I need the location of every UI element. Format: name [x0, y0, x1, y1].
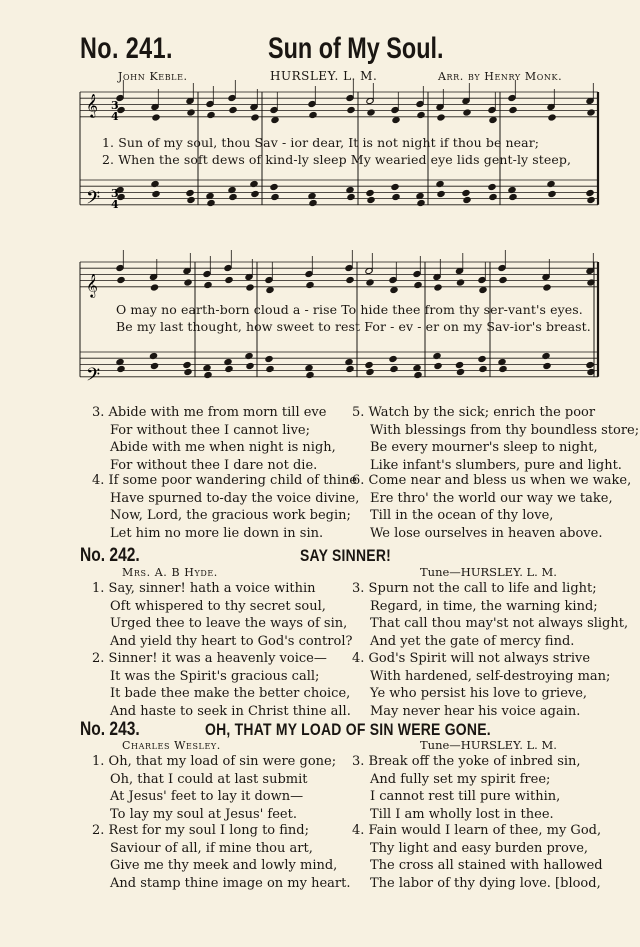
stanza-line: Let him no more lie down in sin.: [110, 525, 324, 541]
stanza-line: And stamp thine image on my heart.: [110, 875, 351, 891]
note-head: [224, 264, 232, 271]
note-head: [463, 196, 471, 203]
note-head: [305, 270, 313, 277]
treble-clef-icon: 𝄞: [86, 93, 98, 117]
stanza-line: Like infant's slumbers, pure and light.: [370, 457, 622, 473]
stanza-line: 4. Fain would I learn of thee, my God,: [352, 823, 602, 838]
note-head: [186, 189, 194, 196]
stanza-line: 4. If some poor wandering child of thine: [92, 473, 358, 488]
stanza-line: For without thee I cannot live;: [110, 422, 310, 438]
time-signature-bottom: 4: [111, 198, 119, 211]
note-head: [229, 106, 237, 113]
stanza: [92, 822, 351, 892]
note-head: [488, 183, 496, 190]
note-head: [543, 284, 551, 291]
note-head: [498, 264, 506, 271]
note-head: [184, 279, 192, 286]
stanza-line: It was the Spirit's gracious call;: [110, 668, 320, 684]
time-signature-top: 3: [111, 187, 119, 200]
stanza-line: 4. God's Spirit will not always strive: [352, 651, 591, 666]
stanza-line: 5. Watch by the sick; enrich the poor: [352, 405, 596, 420]
note-head: [391, 106, 399, 113]
note-head: [117, 276, 125, 283]
note-head: [389, 276, 397, 283]
note-head: [246, 284, 254, 291]
note-head: [499, 365, 507, 372]
note-head: [309, 111, 317, 118]
note-head: [184, 368, 192, 375]
stanza-line: 2. Sinner! it was a heavenly voice—: [92, 651, 327, 666]
stanza-line: With hardened, self-destroying man;: [370, 668, 611, 684]
note-head: [478, 276, 486, 283]
note-head: [586, 361, 594, 368]
note-head: [347, 106, 355, 113]
stanza: [92, 580, 352, 650]
note-head: [437, 190, 445, 197]
note-head: [488, 106, 496, 113]
stanza: [352, 404, 639, 474]
stanza-line: Oft whispered to thy secret soul,: [110, 598, 326, 614]
stanza-line: At Jesus' feet to lay it down—: [110, 789, 304, 804]
stanza-line: Thy light and easy burden prove,: [370, 840, 589, 856]
note-head: [270, 183, 278, 190]
time-signature-bottom: 4: [111, 110, 119, 123]
stanza: [92, 472, 359, 542]
note-head: [367, 196, 375, 203]
treble-clef-icon: 𝄞: [86, 273, 98, 297]
note-head: [204, 281, 212, 288]
stanza-line: Give me thy meek and lowly mind,: [110, 858, 338, 873]
note-head: [346, 276, 354, 283]
note-head: [183, 361, 191, 368]
note-head: [265, 355, 273, 362]
stanza: [352, 472, 631, 542]
note-head: [548, 190, 556, 197]
stanza-line: We lose ourselves in heaven above.: [370, 525, 603, 541]
stanza-line: And fully set my spirit free;: [370, 771, 551, 787]
note-head: [509, 193, 517, 200]
note-head: [417, 111, 425, 118]
note-head: [489, 193, 497, 200]
note-head: [479, 286, 487, 293]
author: Charles Wesley.: [122, 739, 221, 752]
note-head: [434, 284, 442, 291]
stanza-line: 1. Oh, that my load of sin were gone;: [92, 754, 337, 769]
note-head: [456, 279, 464, 286]
stanza-line: 3. Break off the yoke of inbred sin,: [352, 754, 581, 769]
music-score: [0, 0, 640, 400]
stanza: [92, 404, 336, 474]
stanza: [352, 580, 628, 650]
stanza-line: Ere thro' the world our way we take,: [370, 490, 613, 506]
stanza: [92, 650, 351, 720]
note-head: [346, 365, 354, 372]
note-head: [117, 365, 125, 372]
note-head: [150, 284, 158, 291]
note-head: [271, 116, 279, 123]
stanza-line: And yet the gate of mercy find.: [370, 633, 575, 649]
stanza-line: The cross all stained with hallowed: [370, 858, 603, 873]
lyric-line: 1. Sun of my soul, thou Sav - ior dear, It is not night if thou be near;: [102, 135, 540, 150]
note-head: [271, 193, 279, 200]
tune-name: Tune—HURSLEY. L. M.: [420, 565, 557, 579]
stanza-line: May never hear his voice again.: [370, 703, 581, 719]
stanza: [352, 753, 581, 823]
note-head: [187, 109, 195, 116]
note-head: [251, 114, 259, 121]
note-head: [416, 100, 424, 107]
note-head: [116, 264, 124, 271]
note-head: [266, 286, 274, 293]
note-head: [390, 286, 398, 293]
stanza-line: Be every mourner's sleep to night,: [370, 440, 598, 455]
hymn-title: Sun of My Soul.: [268, 32, 444, 65]
stanza: [352, 822, 603, 892]
note-head: [434, 362, 442, 369]
lyric-line: 2. When the soft dews of kind-ly sleep My wearied eye lids gent-ly steep,: [102, 152, 572, 167]
note-head: [463, 109, 471, 116]
note-head: [306, 371, 314, 378]
note-head: [225, 276, 233, 283]
note-head: [207, 111, 215, 118]
note-head: [347, 193, 355, 200]
note-head: [509, 106, 517, 113]
stanza-line: To lay my soul at Jesus' feet.: [110, 806, 297, 822]
note-head: [414, 371, 422, 378]
note-head: [414, 281, 422, 288]
stanza-line: Till I am wholly lost in thee.: [370, 806, 554, 822]
note-head: [206, 100, 214, 107]
stanza-line: Now, Lord, the gracious work begin;: [110, 508, 351, 523]
note-head: [499, 276, 507, 283]
note-head: [207, 199, 215, 206]
bass-clef-icon: 𝄢: [86, 188, 101, 213]
note-head: [229, 193, 237, 200]
stanza-line: 6. Come near and bless us when we wake,: [352, 473, 632, 488]
stanza: [352, 650, 610, 720]
note-head: [462, 189, 470, 196]
note-head: [366, 189, 374, 196]
note-head: [366, 368, 374, 375]
stanza-line: For without thee I dare not die.: [110, 457, 318, 473]
note-head: [187, 196, 195, 203]
note-head: [367, 109, 375, 116]
note-head: [366, 279, 374, 286]
note-head: [308, 100, 316, 107]
note-head: [392, 193, 400, 200]
stanza-line: Abide with me when night is nigh,: [110, 440, 336, 455]
stanza-line: Saviour of all, if mine thou art,: [110, 840, 313, 856]
note-head: [413, 270, 421, 277]
note-head: [389, 355, 397, 362]
hymn-number: No. 243.: [80, 719, 140, 740]
note-head: [548, 114, 556, 121]
note-head: [266, 365, 274, 372]
note-head: [225, 365, 233, 372]
stanza-line: 3. Spurn not the call to life and light;: [352, 581, 597, 596]
lyric-line: O may no earth-born cloud a - rise To hide thee from thy ser-vant's eyes.: [116, 302, 583, 317]
note-head: [265, 276, 273, 283]
note-head: [587, 109, 595, 116]
hymn-title: OH, THAT MY LOAD OF SIN WERE GONE.: [205, 720, 491, 739]
bass-clef-icon: 𝄢: [86, 365, 101, 390]
stanza-line: 2. Rest for my soul I long to find;: [92, 823, 310, 838]
note-head: [587, 196, 595, 203]
stanza-line: It bade thee make the better choice,: [110, 686, 351, 701]
note-head: [391, 183, 399, 190]
stanza-line: Oh, that I could at last submit: [110, 771, 308, 787]
stanza-line: Regard, in time, the warning kind;: [370, 598, 598, 614]
tune-name: HURSLEY. L. M.: [270, 69, 378, 83]
stanza-line: Have spurned to-day the voice divine,: [110, 490, 360, 506]
author: John Keble.: [118, 70, 188, 83]
stanza-line: Ye who persist his love to grieve,: [370, 686, 588, 701]
stanza-line: The labor of thy dying love. [blood,: [370, 875, 601, 891]
note-head: [456, 368, 464, 375]
stanza-line: And haste to seek in Christ thine all.: [110, 703, 351, 719]
note-head: [455, 361, 463, 368]
stanza-line: I cannot rest till pure within,: [370, 789, 561, 804]
hymn-number: No. 242.: [80, 545, 140, 566]
note-head: [203, 270, 211, 277]
stanza-line: And yield thy heart to God's control?: [110, 633, 353, 649]
note-head: [306, 281, 314, 288]
stanza-line: With blessings from thy boundless store;: [370, 422, 640, 438]
note-head: [246, 362, 254, 369]
note-head: [543, 362, 551, 369]
note-head: [508, 94, 516, 101]
note-head: [345, 264, 353, 271]
note-head: [586, 189, 594, 196]
tune-name: Tune—HURSLEY. L. M.: [420, 738, 557, 752]
note-head: [251, 190, 259, 197]
note-head: [365, 361, 373, 368]
author: Mrs. A. B Hyde.: [122, 566, 218, 579]
note-head: [478, 355, 486, 362]
arranger: Arr. by Henry Monk.: [438, 70, 563, 83]
note-head: [228, 94, 236, 101]
note-head: [150, 362, 158, 369]
hymn-title: SAY SINNER!: [300, 546, 392, 565]
hymn-number: No. 241.: [80, 32, 173, 65]
note-head: [204, 371, 212, 378]
lyric-line: Be my last thought, how sweet to rest For - ev - er on my Sav-ior's breast.: [116, 319, 591, 334]
note-head: [417, 199, 425, 206]
note-head: [390, 365, 398, 372]
note-head: [392, 116, 400, 123]
stanza: [92, 753, 336, 823]
note-head: [346, 94, 354, 101]
note-head: [309, 199, 317, 206]
stanza-line: That call thou may'st not always slight,: [370, 616, 629, 631]
stanza-line: 3. Abide with me from morn till eve: [92, 405, 327, 420]
note-head: [270, 106, 278, 113]
stanza-line: 1. Say, sinner! hath a voice within: [92, 581, 316, 596]
note-head: [489, 116, 497, 123]
note-head: [152, 114, 160, 121]
stanza-line: Till in the ocean of thy love,: [370, 508, 554, 523]
stanza-line: Urged thee to leave the ways of sin,: [110, 616, 348, 631]
note-head: [152, 190, 160, 197]
note-head: [479, 365, 487, 372]
note-head: [437, 114, 445, 121]
time-signature-top: 3: [111, 99, 119, 112]
